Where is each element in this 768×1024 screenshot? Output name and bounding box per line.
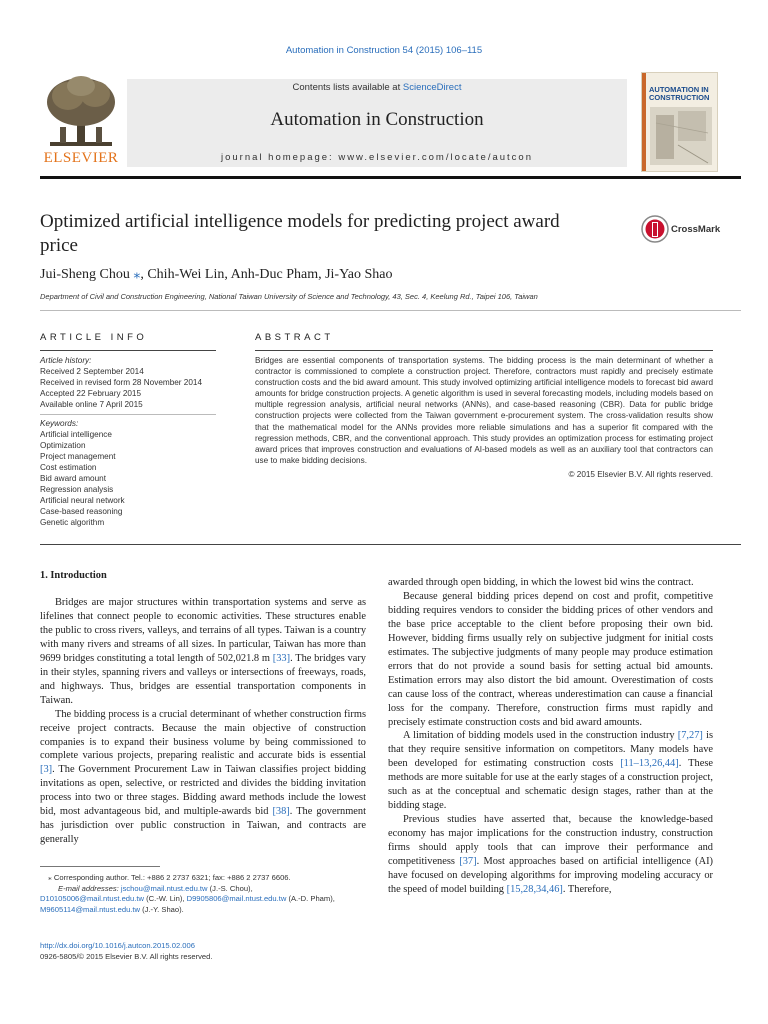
keyword-item[interactable]: Case-based reasoning <box>40 507 123 516</box>
footnote-emails: M9605114@mail.ntust.edu.tw (J.-Y. Shao). <box>40 905 184 915</box>
affiliation-rule <box>40 310 741 311</box>
keyword-item[interactable]: Artificial neural network <box>40 496 125 505</box>
crossmark-icon <box>641 215 669 243</box>
tree-icon <box>40 72 122 150</box>
email-link[interactable]: M9605114@mail.ntust.edu.tw <box>40 905 141 915</box>
citation-link[interactable]: [37] <box>459 856 477 868</box>
footnote-rule <box>40 866 160 867</box>
abstract-body <box>255 355 713 480</box>
citation-link[interactable]: [11–13,26,44] <box>620 758 679 770</box>
footnote-emails: D10105006@mail.ntust.edu.tw (C.-W. Lin), D9905806@mail.ntust.edu.tw (A.-D. Pham), <box>40 894 335 904</box>
intro-paragraph: Previous studies have asserted that, because the knowledge-based economy has major implications for the construction industry, construction firms should apply tools that can improve their performance and competitiveness [37]. Most approaches based on artificial intelligence (AI) have focused on developing algorithms for improving modeling accuracy or the speed of model building [15,28,34,46]. Therefore, <box>388 814 713 895</box>
history-item: Available online 7 April 2015 <box>40 400 143 409</box>
intro-paragraph: Bridges are major structures within transportation systems and serve as lifelines that connect people to economic activities. These structures enable the public to cross rivers, valleys, and terrains of all types. Taiwan is a country with many rivers and streams of all sizes. In particular, Taiwan has more than 9699 bridges constituting a total length of 502,021.8 m [33]. The bridges vary in their styles, spanning rivers and valleys or intersections of freeways, roads, and highways. Thus, bridges are essential transportation components in Taiwan. <box>40 597 367 706</box>
journal-homepage-link[interactable]: journal homepage: www.elsevier.com/locate/autcon <box>221 152 533 163</box>
intro-paragraph: Because general bidding prices depend on cost and profit, competitive bidding requires vendors to consider the bidding prices of other vendors and the base price acceptable to the client before proposing their own bid. However, bidding firms usually rely on subjective judgment for initial costs estimates. The subjective judgments of many people may produce estimation errors that do not provide a sound basis for setting actual bid amounts. Estimation errors may also distort the bid amount. Overestimation of costs can cause loss of the contract, whereas underestimation can cause a financial loss for the company. Therefore, construction firms must rapidly and precisely estimate construction costs and bid award amounts. <box>388 590 713 728</box>
citation-link[interactable]: [3] <box>40 764 53 776</box>
history-label: Article history: <box>40 356 92 365</box>
sciencedirect-link[interactable]: ScienceDirect <box>402 82 462 93</box>
history-item: Received 2 September 2014 <box>40 367 144 376</box>
crossmark-button[interactable] <box>641 215 731 245</box>
issn-line: 0926-5805/© 2015 Elsevier B.V. All rights reserved. <box>40 951 213 961</box>
article-title: Optimized artificial intelligence models for predicting project award price <box>40 211 560 256</box>
intro-paragraph: awarded through open bidding, in which the lowest bid wins the contract. <box>388 577 694 588</box>
abstract-rule-top <box>255 350 713 351</box>
footnote <box>40 873 370 916</box>
keyword-item[interactable]: Regression analysis <box>40 485 114 494</box>
author-others: , Chih-Wei Lin, Anh-Duc Pham, Ji-Yao Shao <box>140 267 393 282</box>
footnote-corresponding: ⁎ Corresponding author. Tel.: +886 2 2737 6321; fax: +886 2 2737 6606. <box>48 873 291 882</box>
body-column-left <box>40 596 366 847</box>
journal-masthead <box>40 72 741 175</box>
contents-line: Contents lists available at ScienceDirect <box>292 82 462 93</box>
keyword-item[interactable]: Cost estimation <box>40 463 97 472</box>
author-list <box>40 266 393 283</box>
keyword-item[interactable]: Genetic algorithm <box>40 518 105 527</box>
keyword-item[interactable]: Artificial intelligence <box>40 430 112 439</box>
crossmark-label: CrossMark <box>671 224 721 235</box>
author-corresponding[interactable]: Jui-Sheng Chou <box>40 267 130 282</box>
elsevier-logo[interactable] <box>40 72 122 168</box>
citation-link[interactable]: [7,27] <box>677 730 703 742</box>
email-link[interactable]: jschou@mail.ntust.edu.tw <box>120 883 208 893</box>
citation-link[interactable]: [33] <box>272 652 291 664</box>
abstract-rule-bottom <box>40 544 741 545</box>
history-item: Received in revised form 28 November 2014 <box>40 378 203 387</box>
abstract-text: Bridges are essential components of transportation systems. The bidding process is the main determinant of whether a contractor is commissioned to complete a construction project. Therefore, contractors must rapidly and precisely estimate construction costs and the bid award amount. This study involved optimizing artificial intelligence models to forecast bid award amounts for bridge construction projects. A genetic algorithm is used in several forecasting models, including models based on multiple regression analysis, artificial neural networks (ANNs), and case-based reasoning (CBR). Data for public bridge construction projects were collected from the Taiwan government e-procurement system. The cross-validation results show that the mathematical model for the ANNs provides more reliable simulations and has a superior fit compared with the regression methods, CBR, and the conventional approach. This study provides an optimization process for estimating project award prices that improves construction and evaluations of AI-based models as well as an auxiliary tool that contractors can use to make bidding decisions. <box>255 356 713 465</box>
journal-cover-image[interactable] <box>641 72 718 172</box>
article-info <box>40 355 216 528</box>
footnote-emails: E-mail addresses: jschou@mail.ntust.edu.tw (J.-S. Chou), <box>58 883 253 893</box>
journal-title: Automation in Construction <box>270 109 484 130</box>
keywords-label: Keywords: <box>40 419 79 428</box>
abstract-copyright: © 2015 Elsevier B.V. All rights reserved. <box>568 469 713 479</box>
journal-banner <box>127 79 627 167</box>
keyword-item[interactable]: Optimization <box>40 441 86 450</box>
keywords-rule <box>40 414 216 415</box>
body-column-right <box>388 576 713 897</box>
keyword-item[interactable]: Bid award amount <box>40 474 106 483</box>
corresponding-author-mark[interactable]: ⁎ <box>133 267 141 282</box>
citation-link[interactable]: [38] <box>272 806 290 818</box>
doi-link[interactable]: http://dx.doi.org/10.1016/j.autcon.2015.02.006 <box>40 941 195 950</box>
abstract-heading: ABSTRACT <box>255 332 334 343</box>
intro-paragraph: The bidding process is a crucial determinant of whether construction firms receive project contracts. Because the main objective of construction companies is to expand their business volume by being commissioned to complete various projects, preparing realistic and accurate bids is essential [3]. The Government Procurement Law in Taiwan classifies project bidding invitations as open, selective, or restricted and divides the bidding invitation process into two or three stages. Bidding award methods include the lowest bid, most advantageous bid, and multiple-awards bid [38]. The government has jurisdiction over public construction in Taiwan, and contracts are generally <box>40 708 366 846</box>
article-info-heading: ARTICLE INFO <box>40 332 148 343</box>
email-link[interactable]: D10105006@mail.ntust.edu.tw <box>40 894 144 904</box>
journal-reference-link[interactable]: Automation in Construction 54 (2015) 106–115 <box>285 45 483 56</box>
keyword-item[interactable]: Project management <box>40 452 116 461</box>
intro-paragraph: A limitation of bidding models used in the construction industry [7,27] is that they require sensitive information on competitors. Many models have been developed for estimating construction costs [11–13,26,44]. These methods are more suitable for use at the early stages of a construction project, such as at the conceptual and schematic design stages, rather than at the bidding stage. <box>388 730 713 812</box>
citation-link[interactable]: [15,28,34,46] <box>506 883 563 895</box>
article-info-rule <box>40 350 216 351</box>
elsevier-wordmark: ELSEVIER <box>43 150 119 166</box>
section-heading-introduction: 1. Introduction <box>40 570 107 581</box>
article-doi-block <box>40 941 212 962</box>
cover-title: AUTOMATION IN CONSTRUCTION <box>649 85 710 102</box>
author-affiliation: Department of Civil and Construction Engineering, National Taiwan University of Science and Technology, 43, Sec. 4, Keelung Rd., Taipei 106, Taiwan <box>40 292 538 301</box>
email-link[interactable]: D9905806@mail.ntust.edu.tw <box>186 894 287 904</box>
history-item: Accepted 22 February 2015 <box>40 389 142 398</box>
masthead-rule <box>40 176 741 179</box>
